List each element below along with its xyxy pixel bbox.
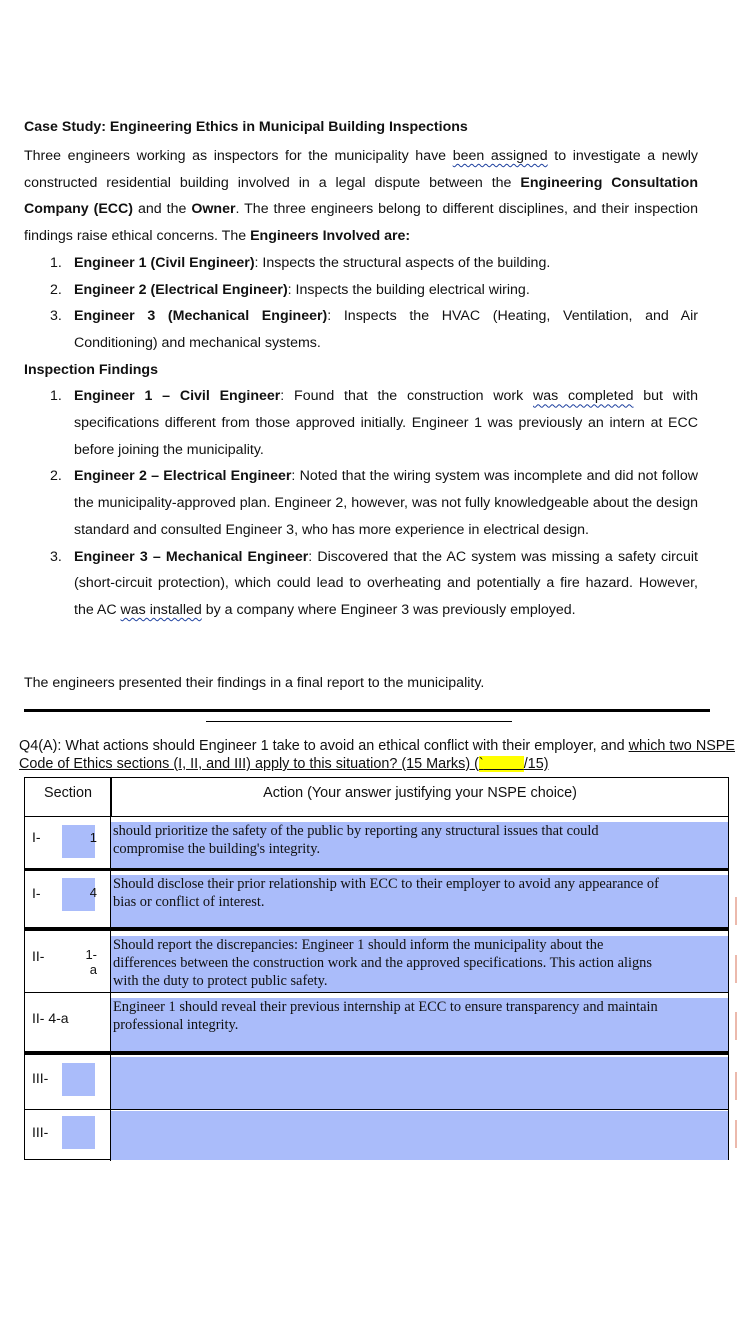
engineers-involved-label: Engineers Involved are: xyxy=(250,228,411,245)
section-number: 1- xyxy=(85,947,97,962)
engineers-list xyxy=(24,250,698,357)
finding-engineer: Engineer 1 – Civil Engineer xyxy=(74,388,281,405)
column-divider xyxy=(110,778,111,1161)
engineer-desc: : Inspects the structural aspects of the building. xyxy=(254,254,551,271)
action-line: Should disclose their prior relationship with ECC to their employer to avoid any appearance of xyxy=(113,876,659,892)
finding-text: : Found that the construction work xyxy=(280,388,533,405)
list-number: 2. xyxy=(50,281,62,298)
engineer-name: Engineer 1 (Civil Engineer) xyxy=(74,254,255,271)
row-divider xyxy=(25,868,728,871)
action-field[interactable] xyxy=(111,936,728,992)
list-item xyxy=(24,383,698,463)
question-part-2: which two NSPE Code of Ethics sections (I, II, and III) apply to this situation? (15 Marks) ( xyxy=(19,738,736,772)
engineer-name: Engineer 3 (Mechanical Engineer) xyxy=(74,308,328,325)
list-item xyxy=(24,544,698,624)
list-item xyxy=(24,277,698,304)
score-field[interactable] xyxy=(479,756,524,772)
action-field[interactable] xyxy=(111,1111,728,1160)
intro-text-2: to investigate a newly constructed residential building involved in a legal dispute between the xyxy=(24,148,699,191)
score-total: /15) xyxy=(523,756,549,772)
divider-thin xyxy=(206,721,512,722)
section-label: III- xyxy=(32,1124,49,1140)
edge-mark xyxy=(735,1120,737,1148)
section-label: II- xyxy=(32,948,45,964)
finding-text: : Noted that the wiring system was incomplete and did not follow the municipality-approved plan. Engineer 2, however, was not fully knowledgeable about the design standard and consulted Engineer 3, who has more experience in electrical design. xyxy=(74,468,698,538)
finding-text: : Discovered that the AC system was missing a safety circuit (short-circuit protection), which could lead to overheating and potentially a fire hazard. However, the AC xyxy=(74,548,698,618)
question-text xyxy=(19,737,735,773)
ecc-name: Engineering Consultation Company (ECC) xyxy=(24,174,698,218)
action-line: Engineer 1 should reveal their previous internship at ECC to ensure transparency and maintain xyxy=(113,999,658,1015)
list-number: 1. xyxy=(50,388,62,405)
header-section: Section xyxy=(44,785,92,801)
case-study xyxy=(24,117,698,624)
action-line: professional integrity. xyxy=(113,1017,239,1033)
finding-text: by a company where Engineer 3 was previously employed. xyxy=(201,601,576,618)
action-field[interactable] xyxy=(111,1057,728,1109)
action-line: differences between the construction work and the approved specifications. This action aligns xyxy=(113,955,652,971)
findings-heading: Inspection Findings xyxy=(24,361,158,378)
section-label: I- xyxy=(32,829,41,845)
action-line: bias or conflict of interest. xyxy=(113,894,265,910)
header-action: Action (Your answer justifying your NSPE choice) xyxy=(111,778,728,816)
question-part-1: Q4(A): What actions should Engineer 1 take to avoid an ethical conflict with their employer, and xyxy=(19,738,629,754)
engineer-name: Engineer 2 (Electrical Engineer) xyxy=(74,281,288,298)
row-divider xyxy=(25,1109,728,1110)
spellcheck-underline: been assigned xyxy=(452,148,548,164)
section-number-field[interactable] xyxy=(62,1063,95,1096)
section-number-suffix: a xyxy=(89,962,97,977)
section-number: 4 xyxy=(89,885,97,900)
row-divider xyxy=(25,816,728,817)
intro-text-1: Three engineers working as inspectors for the municipality have xyxy=(24,148,453,164)
action-field[interactable] xyxy=(111,998,728,1051)
action-line: compromise the building's integrity. xyxy=(113,841,321,857)
findings-list xyxy=(24,383,698,623)
list-item xyxy=(24,303,698,356)
row-divider xyxy=(25,927,728,931)
row-divider xyxy=(25,992,728,993)
action-field[interactable] xyxy=(111,875,728,927)
intro-paragraph xyxy=(24,143,698,250)
list-number: 3. xyxy=(50,308,62,325)
finding-text: but with specifications different from those approved initially. Engineer 1 was previously an intern at ECC before joining the municipality. xyxy=(74,388,699,458)
owner-name: Owner xyxy=(191,201,236,218)
final-report-text: The engineers presented their findings in a final report to the municipality. xyxy=(24,675,485,691)
engineer-desc: : Inspects the building electrical wiring. xyxy=(287,281,530,298)
intro-text-4: . The three engineers belong to different disciplines, and their inspection findings raise ethical concerns. The xyxy=(24,201,698,245)
list-item xyxy=(24,250,698,277)
action-field[interactable] xyxy=(111,822,728,868)
finding-engineer: Engineer 2 – Electrical Engineer xyxy=(74,468,292,485)
intro-text-3: and the xyxy=(133,201,192,218)
engineer-desc: : Inspects the HVAC (Heating, Ventilation, and Air Conditioning) and mechanical systems. xyxy=(74,308,698,351)
score-blank: ` xyxy=(478,756,484,772)
edge-mark xyxy=(735,1012,737,1040)
finding-engineer: Engineer 3 – Mechanical Engineer xyxy=(74,548,309,565)
divider-thick xyxy=(24,709,710,712)
edge-mark xyxy=(735,897,737,925)
spellcheck-underline: was completed xyxy=(533,388,634,405)
row-divider xyxy=(25,1051,728,1055)
action-line: with the duty to protect public safety. xyxy=(113,973,328,989)
edge-mark xyxy=(735,1072,737,1100)
answer-table xyxy=(24,777,729,1160)
list-item xyxy=(24,463,698,543)
case-study-title: Case Study: Engineering Ethics in Municipal Building Inspections xyxy=(24,119,468,135)
list-number: 2. xyxy=(50,468,62,485)
section-label: I- xyxy=(32,885,41,901)
spellcheck-underline: was installed xyxy=(120,601,202,618)
section-number: 1 xyxy=(89,830,97,845)
list-number: 3. xyxy=(50,548,62,565)
list-number: 1. xyxy=(50,254,62,271)
section-label: III- xyxy=(32,1070,49,1086)
section-number-field[interactable] xyxy=(62,1116,95,1149)
action-line: should prioritize the safety of the public by reporting any structural issues that could xyxy=(113,823,599,839)
edge-mark xyxy=(735,955,737,983)
action-line: Should report the discrepancies: Engineer 1 should inform the municipality about the xyxy=(113,937,604,953)
section-label: II- 4-a xyxy=(32,1010,69,1026)
